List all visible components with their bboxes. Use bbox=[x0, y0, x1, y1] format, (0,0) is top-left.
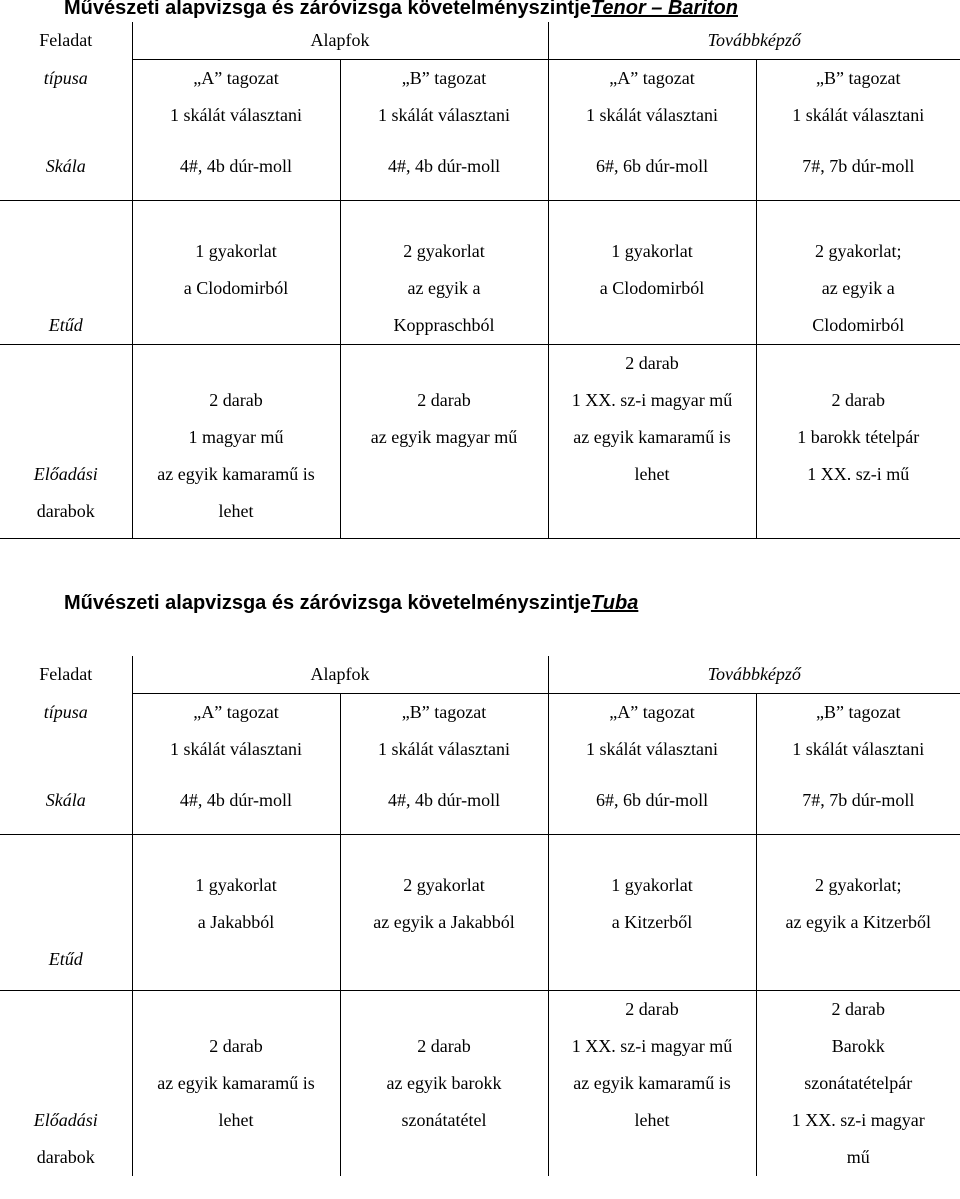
tovabbkepzo-header: Továbbképző bbox=[548, 22, 960, 60]
etud-line: 2 gyakorlat bbox=[403, 874, 485, 895]
pieces-line: Barokk bbox=[831, 1035, 885, 1056]
etud-cell bbox=[548, 834, 756, 990]
a-tagozat-header: „A” tagozat bbox=[548, 60, 756, 98]
b-tagozat-header: „B” tagozat bbox=[756, 60, 960, 98]
etud-line: Clodomirból bbox=[812, 314, 905, 335]
etud-line: 1 gyakorlat bbox=[611, 240, 693, 261]
task-label: Feladat bbox=[39, 664, 93, 684]
pieces-cell bbox=[340, 344, 548, 538]
header-row-track bbox=[0, 694, 960, 732]
pieces-line bbox=[551, 493, 754, 530]
etud-line: a Kitzerből bbox=[611, 911, 693, 932]
choose-scale-cell: 1 skálát választani bbox=[548, 731, 756, 768]
etud-line: 1 gyakorlat bbox=[611, 874, 693, 895]
pieces-line: 2 darab bbox=[831, 998, 885, 1019]
etud-line: az egyik a bbox=[407, 277, 481, 298]
section-title-tuba bbox=[64, 592, 638, 615]
pieces-cell bbox=[548, 344, 756, 538]
pieces-line: szonátatétel bbox=[401, 1109, 487, 1130]
alapfok-header: Alapfok bbox=[132, 22, 548, 60]
scale-label: Skála bbox=[45, 156, 86, 177]
title-instrument: Tenor – Bariton bbox=[590, 0, 738, 19]
pieces-line: szonátatételpár bbox=[804, 1072, 913, 1093]
pieces-line: 2 darab bbox=[417, 1035, 471, 1056]
scale-cell: 7#, 7b dúr-moll bbox=[756, 134, 960, 200]
choose-scale-row bbox=[0, 731, 960, 768]
pieces-line: 2 darab bbox=[625, 998, 679, 1019]
pieces-line: 1 XX. sz-i magyar mű bbox=[571, 1035, 733, 1056]
etud-line bbox=[135, 307, 338, 344]
pieces-cell bbox=[340, 990, 548, 1176]
pieces-line: 1 barokk tételpár bbox=[797, 426, 920, 447]
etud-label: Etűd bbox=[48, 948, 83, 969]
etud-line: az egyik a Kitzerből bbox=[785, 911, 931, 932]
pieces-line: lehet bbox=[218, 500, 254, 521]
etud-label-cell bbox=[0, 834, 132, 990]
task-label-2: típusa bbox=[43, 67, 88, 88]
etud-cell bbox=[132, 834, 340, 990]
pieces-line bbox=[343, 493, 546, 530]
etud-line: a Clodomirból bbox=[599, 277, 705, 298]
pieces-row bbox=[0, 990, 960, 1176]
pieces-line bbox=[343, 456, 546, 493]
title-prefix: Művészeti alapvizsga és záróvizsga követelményszintje bbox=[64, 592, 591, 614]
title-prefix: Művészeti alapvizsga és záróvizsga követelményszintje bbox=[64, 0, 591, 19]
scale-cell: 4#, 4b dúr-moll bbox=[340, 134, 548, 200]
a-tagozat-header: „A” tagozat bbox=[132, 694, 340, 732]
header-row-level bbox=[0, 22, 960, 60]
pieces-cell bbox=[132, 990, 340, 1176]
etud-cell bbox=[132, 200, 340, 344]
task-label: Feladat bbox=[39, 30, 93, 50]
pieces-line: 2 darab bbox=[209, 389, 263, 410]
scale-cell: 4#, 4b dúr-moll bbox=[340, 768, 548, 834]
pieces-line: lehet bbox=[634, 463, 670, 484]
etud-label: Etűd bbox=[48, 314, 83, 335]
pieces-line: az egyik magyar mű bbox=[370, 426, 518, 447]
pieces-line bbox=[759, 345, 959, 382]
etud-line: Koppraschból bbox=[393, 314, 495, 335]
etud-cell bbox=[756, 834, 960, 990]
scale-cell: 4#, 4b dúr-moll bbox=[132, 768, 340, 834]
etud-row bbox=[0, 834, 960, 990]
tovabbkepzo-header: Továbbképző bbox=[548, 656, 960, 694]
pieces-cell bbox=[756, 344, 960, 538]
pieces-label: Előadási bbox=[33, 1109, 98, 1130]
pieces-line bbox=[343, 345, 546, 382]
pieces-line: az egyik barokk bbox=[386, 1072, 502, 1093]
etud-cell bbox=[548, 200, 756, 344]
pieces-line: lehet bbox=[634, 1109, 670, 1130]
choose-scale-cell: 1 skálát választani bbox=[756, 97, 960, 134]
pieces-line: az egyik kamaramű is bbox=[157, 463, 315, 484]
pieces-cell bbox=[132, 344, 340, 538]
etud-label-cell bbox=[0, 200, 132, 344]
etud-cell bbox=[756, 200, 960, 344]
pieces-cell bbox=[756, 990, 960, 1176]
pieces-line: 1 magyar mű bbox=[188, 426, 284, 447]
pieces-line: az egyik kamaramű is bbox=[573, 1072, 731, 1093]
choose-scale-cell: 1 skálát választani bbox=[756, 731, 960, 768]
scale-cell: 7#, 7b dúr-moll bbox=[756, 768, 960, 834]
pieces-cell bbox=[548, 990, 756, 1176]
pieces-line: mű bbox=[846, 1146, 870, 1167]
pieces-line: 1 XX. sz-i magyar bbox=[791, 1109, 925, 1130]
task-label-2: típusa bbox=[43, 701, 88, 722]
pieces-label-2: darabok bbox=[36, 1146, 95, 1167]
requirements-table-tenor bbox=[0, 22, 960, 539]
pieces-label-cell bbox=[0, 990, 132, 1176]
pieces-line: 2 darab bbox=[209, 1035, 263, 1056]
choose-scale-row bbox=[0, 97, 960, 134]
pieces-line: az egyik kamaramű is bbox=[573, 426, 731, 447]
etud-cell bbox=[340, 200, 548, 344]
scale-cell: 6#, 6b dúr-moll bbox=[548, 134, 756, 200]
pieces-label-cell bbox=[0, 344, 132, 538]
etud-line: 1 gyakorlat bbox=[195, 874, 277, 895]
a-tagozat-header: „A” tagozat bbox=[548, 694, 756, 732]
pieces-line bbox=[759, 493, 959, 530]
choose-scale-cell: 1 skálát választani bbox=[340, 731, 548, 768]
pieces-line bbox=[551, 1139, 754, 1176]
pieces-line bbox=[135, 991, 338, 1028]
etud-line: az egyik a bbox=[821, 277, 895, 298]
pieces-line: 2 darab bbox=[831, 389, 885, 410]
pieces-label-2: darabok bbox=[36, 500, 95, 521]
pieces-line: 2 darab bbox=[625, 352, 679, 373]
alapfok-header: Alapfok bbox=[132, 656, 548, 694]
section-title-tenor bbox=[64, 0, 738, 20]
header-row-level bbox=[0, 656, 960, 694]
pieces-line: az egyik kamaramű is bbox=[157, 1072, 315, 1093]
pieces-line: lehet bbox=[218, 1109, 254, 1130]
b-tagozat-header: „B” tagozat bbox=[340, 694, 548, 732]
pieces-label: Előadási bbox=[33, 463, 98, 484]
choose-scale-cell: 1 skálát választani bbox=[132, 97, 340, 134]
pieces-row bbox=[0, 344, 960, 538]
choose-scale-cell: 1 skálát választani bbox=[548, 97, 756, 134]
b-tagozat-header: „B” tagozat bbox=[756, 694, 960, 732]
etud-line: az egyik a Jakabból bbox=[373, 911, 515, 932]
pieces-line bbox=[135, 1139, 338, 1176]
pieces-line bbox=[343, 1139, 546, 1176]
etud-line bbox=[551, 307, 754, 344]
scale-label: Skála bbox=[45, 790, 86, 811]
etud-cell bbox=[340, 834, 548, 990]
scale-row bbox=[0, 768, 960, 834]
b-tagozat-header: „B” tagozat bbox=[340, 60, 548, 98]
etud-line: 2 gyakorlat; bbox=[815, 874, 902, 895]
etud-line: 1 gyakorlat bbox=[195, 240, 277, 261]
title-instrument: Tuba bbox=[590, 592, 639, 614]
empty-cell bbox=[0, 97, 132, 134]
pieces-line: 1 XX. sz-i magyar mű bbox=[571, 389, 733, 410]
etud-line: 2 gyakorlat; bbox=[815, 240, 902, 261]
pieces-line bbox=[135, 345, 338, 382]
pieces-line bbox=[343, 991, 546, 1028]
empty-cell bbox=[0, 731, 132, 768]
requirements-table-tuba bbox=[0, 656, 960, 1176]
scale-row bbox=[0, 134, 960, 200]
etud-row bbox=[0, 200, 960, 344]
scale-cell: 6#, 6b dúr-moll bbox=[548, 768, 756, 834]
a-tagozat-header: „A” tagozat bbox=[132, 60, 340, 98]
pieces-line: 2 darab bbox=[417, 389, 471, 410]
etud-line: 2 gyakorlat bbox=[403, 240, 485, 261]
etud-line: a Jakabból bbox=[197, 911, 275, 932]
scale-cell: 4#, 4b dúr-moll bbox=[132, 134, 340, 200]
choose-scale-cell: 1 skálát választani bbox=[132, 731, 340, 768]
choose-scale-cell: 1 skálát választani bbox=[340, 97, 548, 134]
header-row-track bbox=[0, 60, 960, 98]
pieces-line: 1 XX. sz-i mű bbox=[807, 463, 910, 484]
etud-line: a Clodomirból bbox=[183, 277, 289, 298]
